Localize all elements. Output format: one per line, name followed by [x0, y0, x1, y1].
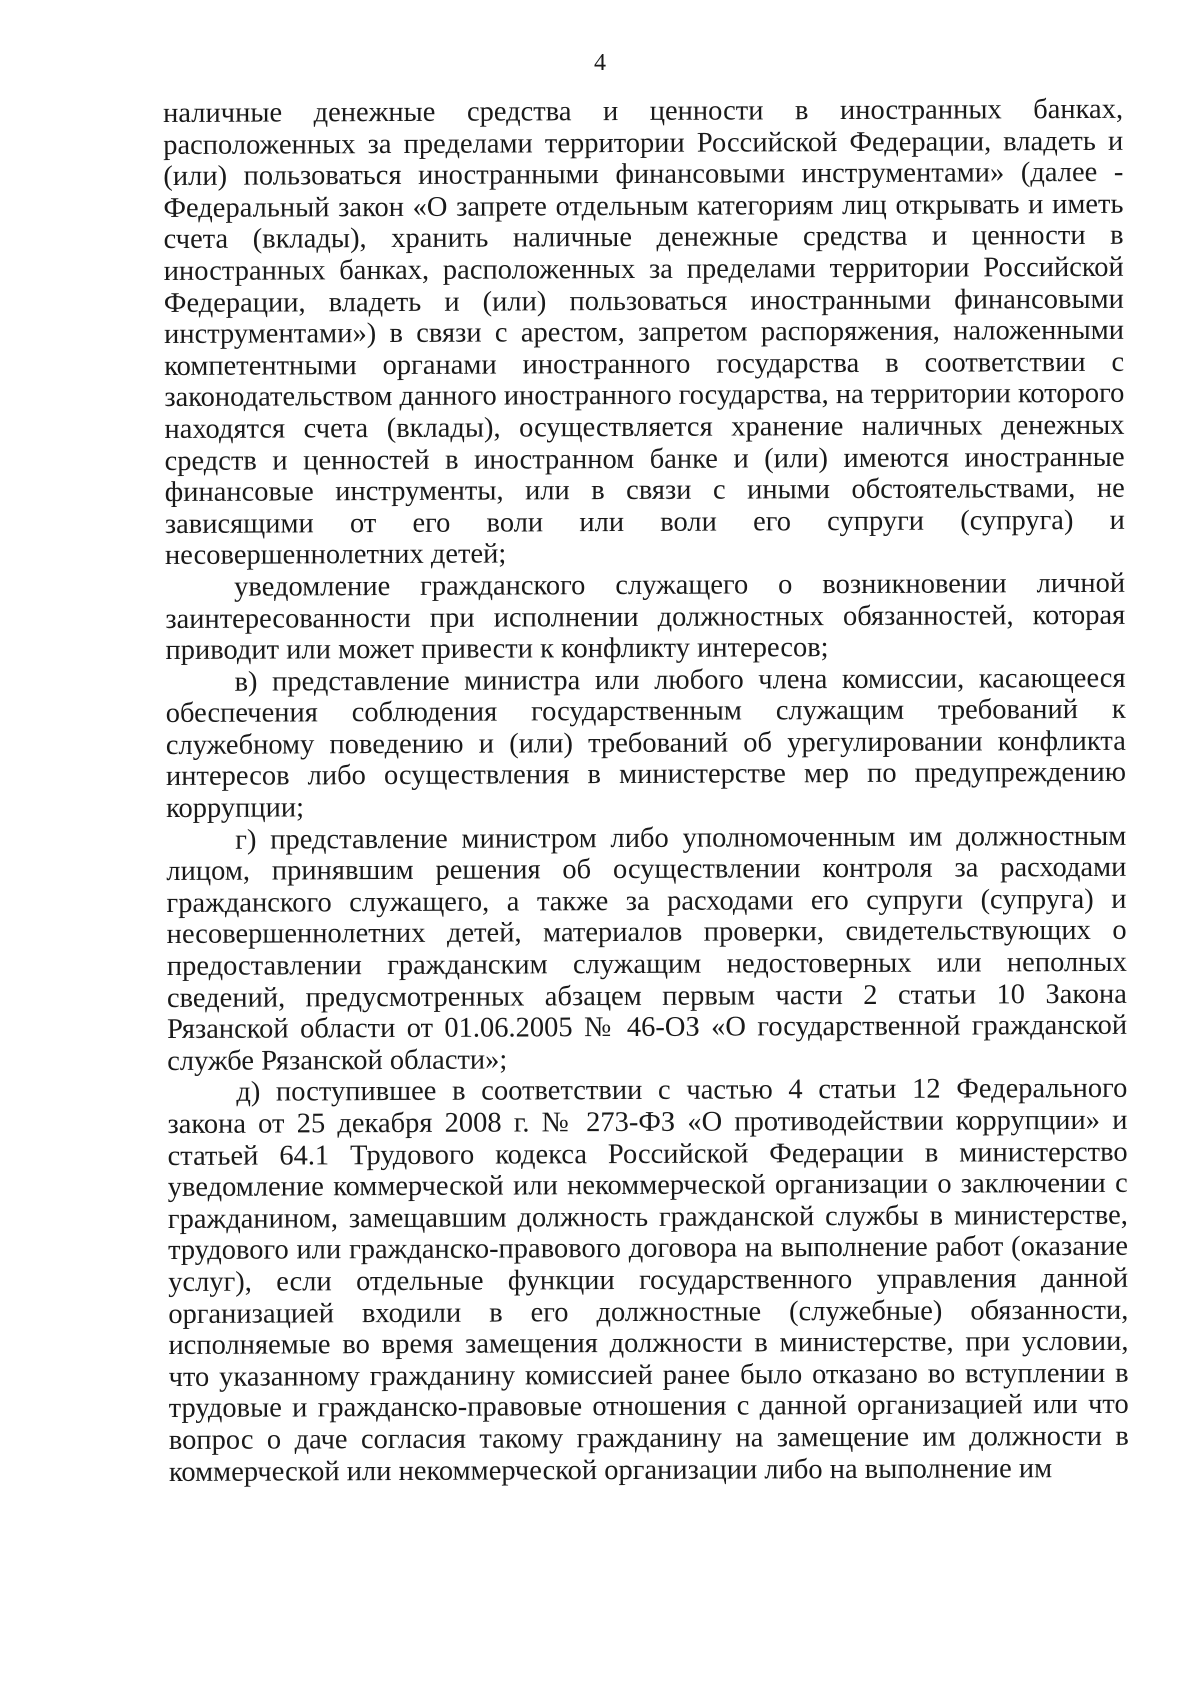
- page-number: 4: [594, 50, 606, 76]
- paragraph-item-v: в) представление министра или любого члена комиссии, касающееся обеспечения соблюдения государственным служащим требований к служебному поведению и (или) требований об урегулировании конфликта интересов либо осуществления в министерстве мер по предупреждению коррупции;: [165, 662, 1127, 825]
- paragraph-item-d: д) поступившее в соответствии с частью 4 статьи 12 Федерального закона от 25 декабря 2008 г. № 273-ФЗ «О противодействии коррупции» и статьей 64.1 Трудового кодекса Российской Федерации в министерство уведомление коммерческой или некоммерческой организации о заключении с гражданином, замещавшим должность гражданской службы в министерстве, трудового или гражданско-правового договора на выполнение работ (оказание услуг), если отдельные функции государственного управления данной организацией входили в его должностные (служебные) обязанности, исполняемые во время замещения должности в министерстве, при условии, что указанному гражданину комиссией ранее было отказано во вступлении в трудовые и гражданско-правовые отношения с данной организацией или что вопрос о даче согласия такому гражданину на замещение им должности в коммерческой или некоммерческой организации либо на выполнение им: [167, 1073, 1129, 1488]
- paragraph-item-g: г) представление министром либо уполномоченным им должностным лицом, принявшим решения об осуществлении контроля за расходами гражданского служащего, а также за расходами его супруги (супруга) и несовершеннолетних детей, материалов проверки, свидетельствующих о предоставлении гражданским служащим недостоверных или неполных сведений, предусмотренных абзацем первым части 2 статьи 10 Закона Рязанской области от 01.06.2005 № 46-ОЗ «О государственной гражданской службе Рязанской области»;: [166, 820, 1128, 1077]
- paragraph-personal-interest-notice: уведомление гражданского служащего о возникновении личной заинтересованности при исполнении должностных обязанностей, которая приводит или может привести к конфликту интересов;: [165, 567, 1126, 667]
- paragraph-continuation: наличные денежные средства и ценности в иностранных банках, расположенных за пределами территории Российской Федерации, владеть и (или) пользоваться иностранными финансовыми инструментами» (далее - Федеральный закон «О запрете отдельным категориям лиц открывать и иметь счета (вклады), хранить наличные денежные средства и ценности в иностранных банках, расположенных за пределами территории Российской Федерации, владеть и (или) пользоваться иностранными финансовыми инструментами») в связи с арестом, запретом распоряжения, наложенными компетентными органами иностранного государства в соответствии с законодательством данного иностранного государства, на территории которого находятся счета (вклады), осуществляется хранение наличных денежных средств и ценностей в иностранном банке и (или) имеются иностранные финансовые инструменты, или в связи с иными обстоятельствами, не зависящими от его воли или воли его супруги (супруга) и несовершеннолетних детей;: [163, 93, 1125, 572]
- document-body: [163, 94, 1129, 1488]
